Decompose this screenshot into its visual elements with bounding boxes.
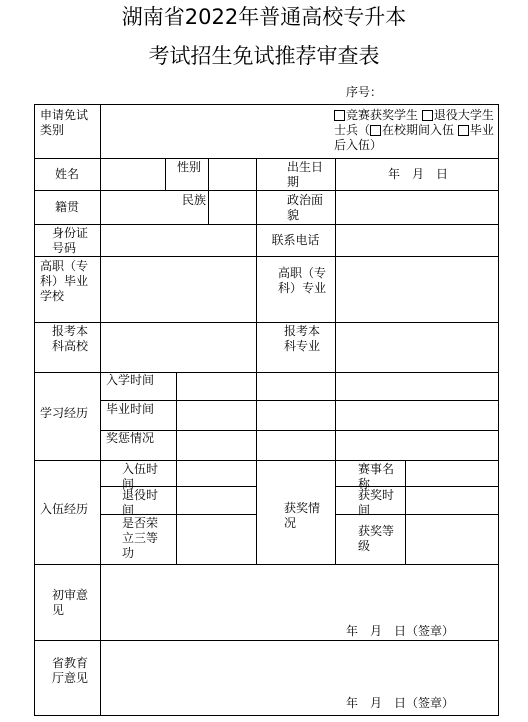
discharge-time-label: 退役时间 (122, 488, 159, 517)
study-experience-label: 学习经历 (40, 406, 89, 420)
border-top (34, 104, 499, 105)
form-title-line-2: 考试招生免试推荐审查表 (148, 44, 380, 68)
row-line (34, 460, 499, 461)
category-options (334, 108, 496, 153)
form-title-line-1: 湖南省2022年普通高校专升本 (121, 5, 407, 29)
graduation-school-label: 高职（专科）毕业学校 (40, 259, 89, 303)
category-label: 申请免试类别 (40, 108, 89, 137)
option-enlisted-after-graduation: 毕业后入伍） (334, 123, 494, 152)
row-line (34, 224, 499, 225)
col-line (165, 158, 166, 190)
service-experience-label: 入伍经历 (40, 502, 89, 516)
origin-label: 籍贯 (54, 200, 79, 214)
study-graduation-time-label: 毕业时间 (106, 402, 155, 416)
label-column-line (100, 104, 101, 716)
contest-name-label: 赛事名称 (358, 462, 395, 491)
border-left (34, 104, 35, 716)
checkbox-veteran[interactable] (422, 110, 433, 121)
row-line (34, 322, 499, 323)
col-line (176, 460, 177, 564)
col-line (335, 460, 336, 564)
phone-label: 联系电话 (271, 233, 320, 247)
award-status-label: 获奖情况 (284, 501, 321, 530)
graduation-major-label: 高职（专科）专业 (278, 266, 327, 295)
row-line (34, 256, 499, 257)
border-right (498, 104, 499, 716)
enlistment-time-label: 入伍时间 (122, 462, 159, 491)
ethnic-label: 民族 (182, 193, 207, 207)
col-line (405, 460, 406, 564)
review-form-table (34, 104, 499, 716)
row-line (34, 190, 499, 191)
study-rewards-label: 奖惩情况 (106, 431, 155, 445)
option-competition: 竞赛获奖学生 (346, 108, 419, 122)
checkbox-enlisted-after-graduation[interactable] (458, 125, 469, 136)
col-line (208, 158, 209, 224)
sub-row-line (100, 400, 499, 401)
row-line (34, 564, 499, 565)
province-opinion-date-sign: 年 月 日（签章） (346, 696, 455, 710)
col-line (176, 372, 177, 460)
row-line (34, 158, 499, 159)
option-enlisted-during-school: 在校期间入伍 (382, 123, 455, 137)
row-line (34, 372, 499, 373)
checkbox-competition[interactable] (334, 110, 345, 121)
initial-review-label: 初审意见 (52, 588, 89, 617)
border-bottom (34, 715, 499, 716)
political-status-label: 政治面貌 (287, 193, 324, 222)
province-opinion-label: 省教育厅意见 (52, 656, 89, 685)
col-line (335, 158, 336, 460)
gender-label: 性别 (177, 160, 202, 174)
name-label: 姓名 (54, 167, 79, 181)
col-line (256, 158, 257, 460)
serial-number-label: 序号： (346, 85, 383, 99)
apply-major-label: 报考本科专业 (284, 324, 321, 353)
apply-school-label: 报考本科高校 (52, 324, 89, 353)
checkbox-enlisted-during-school[interactable] (370, 125, 381, 136)
birth-date-label: 出生日期 (287, 160, 324, 189)
merit-award-label: 是否荣立三等功 (122, 516, 159, 560)
row-line (34, 640, 499, 641)
award-time-label: 获奖时间 (358, 488, 395, 517)
birth-date-value: 年 月 日 (387, 167, 448, 181)
option-veteran: 退役大学生士兵（ (334, 108, 494, 137)
award-level-label: 获奖等级 (358, 524, 395, 553)
col-line (256, 460, 257, 564)
study-entry-time-label: 入学时间 (106, 373, 155, 387)
id-number-label: 身份证号码 (52, 226, 89, 255)
initial-review-date-sign: 年 月 日（签章） (346, 624, 455, 638)
